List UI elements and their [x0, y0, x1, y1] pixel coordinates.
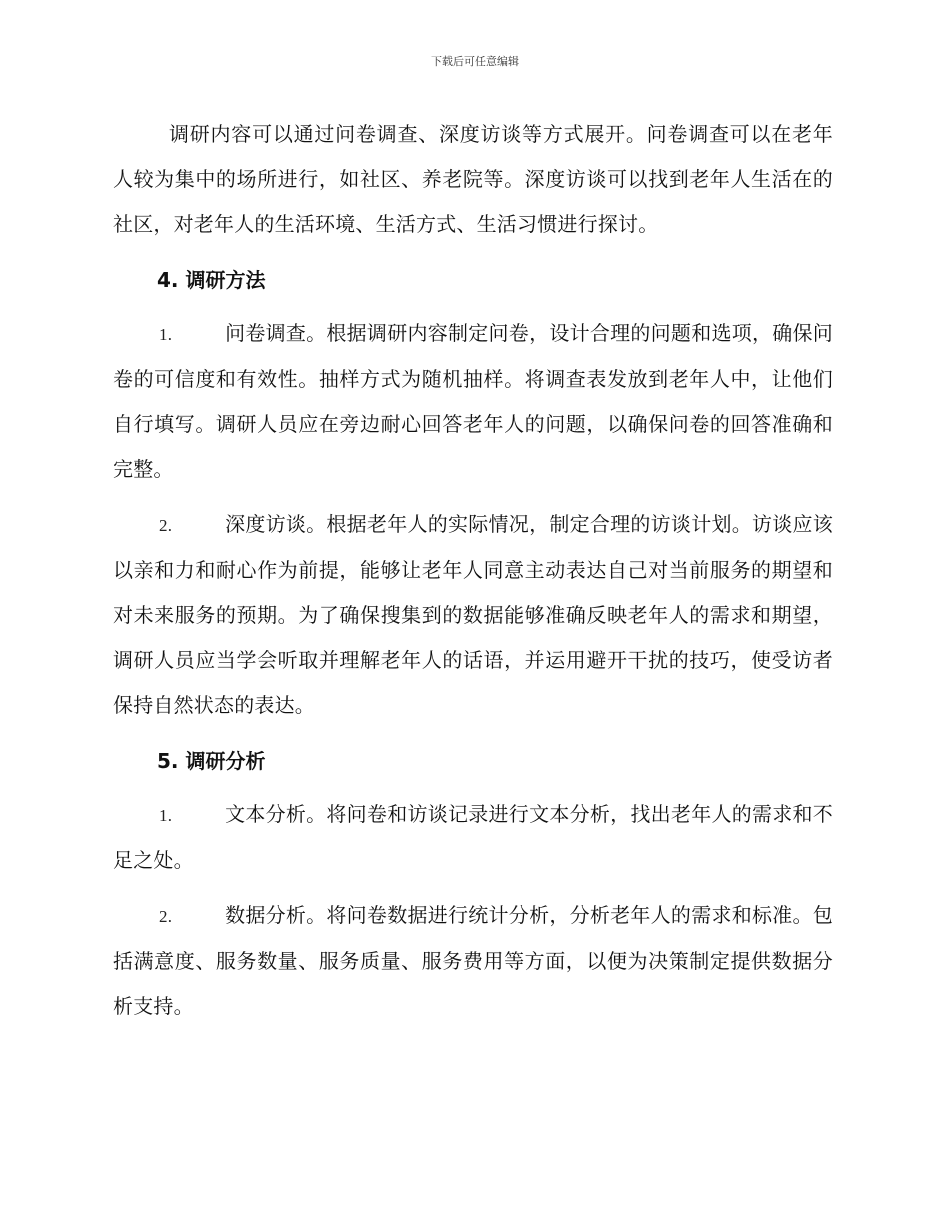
list-item	[113, 311, 833, 492]
list-item-number: 1.	[159, 806, 173, 825]
list-item-number: 1.	[159, 325, 173, 344]
list-item	[113, 792, 833, 883]
list-item-text: 数据分析。将问卷数据进行统计分析，分析老年人的需求和标准。包括满意度、服务数量、服务质量、服务费用等方面，以便为决策制定提供数据分析支持。	[113, 903, 833, 1018]
intro-paragraph: 调研内容可以通过问卷调查、深度访谈等方式展开。问卷调查可以在老年人较为集中的场所进行，如社区、养老院等。深度访谈可以找到老年人生活在的社区，对老年人的生活环境、生活方式、生活习惯进行探讨。	[113, 122, 833, 236]
list-item	[113, 502, 833, 728]
section-heading-analysis: 5. 调研分析	[157, 749, 266, 773]
list-item-text: 深度访谈。根据老年人的实际情况，制定合理的访谈计划。访谈应该以亲和力和耐心作为前提，能够让老年人同意主动表达自己对当前服务的期望和对未来服务的预期。为了确保搜集到的数据能够准确反映老年人的需求和期望，调研人员应当学会听取并理解老年人的话语，并运用避开干扰的技巧，使受访者保持自然状态的表达。	[113, 512, 833, 717]
section-heading-methods: 4. 调研方法	[157, 268, 266, 292]
list-item-number: 2.	[159, 907, 173, 926]
list-item-text: 问卷调查。根据调研内容制定问卷，设计合理的问题和选项，确保问卷的可信度和有效性。抽样方式为随机抽样。将调查表发放到老年人中，让他们自行填写。调研人员应在旁边耐心回答老年人的问题，以确保问卷的回答准确和完整。	[113, 321, 833, 481]
list-item-number: 2.	[159, 516, 173, 535]
document-body	[113, 112, 833, 1029]
list-item	[113, 893, 833, 1029]
page-header: 下载后可任意编辑	[431, 55, 519, 68]
list-item-text: 文本分析。将问卷和访谈记录进行文本分析，找出老年人的需求和不足之处。	[113, 802, 833, 872]
